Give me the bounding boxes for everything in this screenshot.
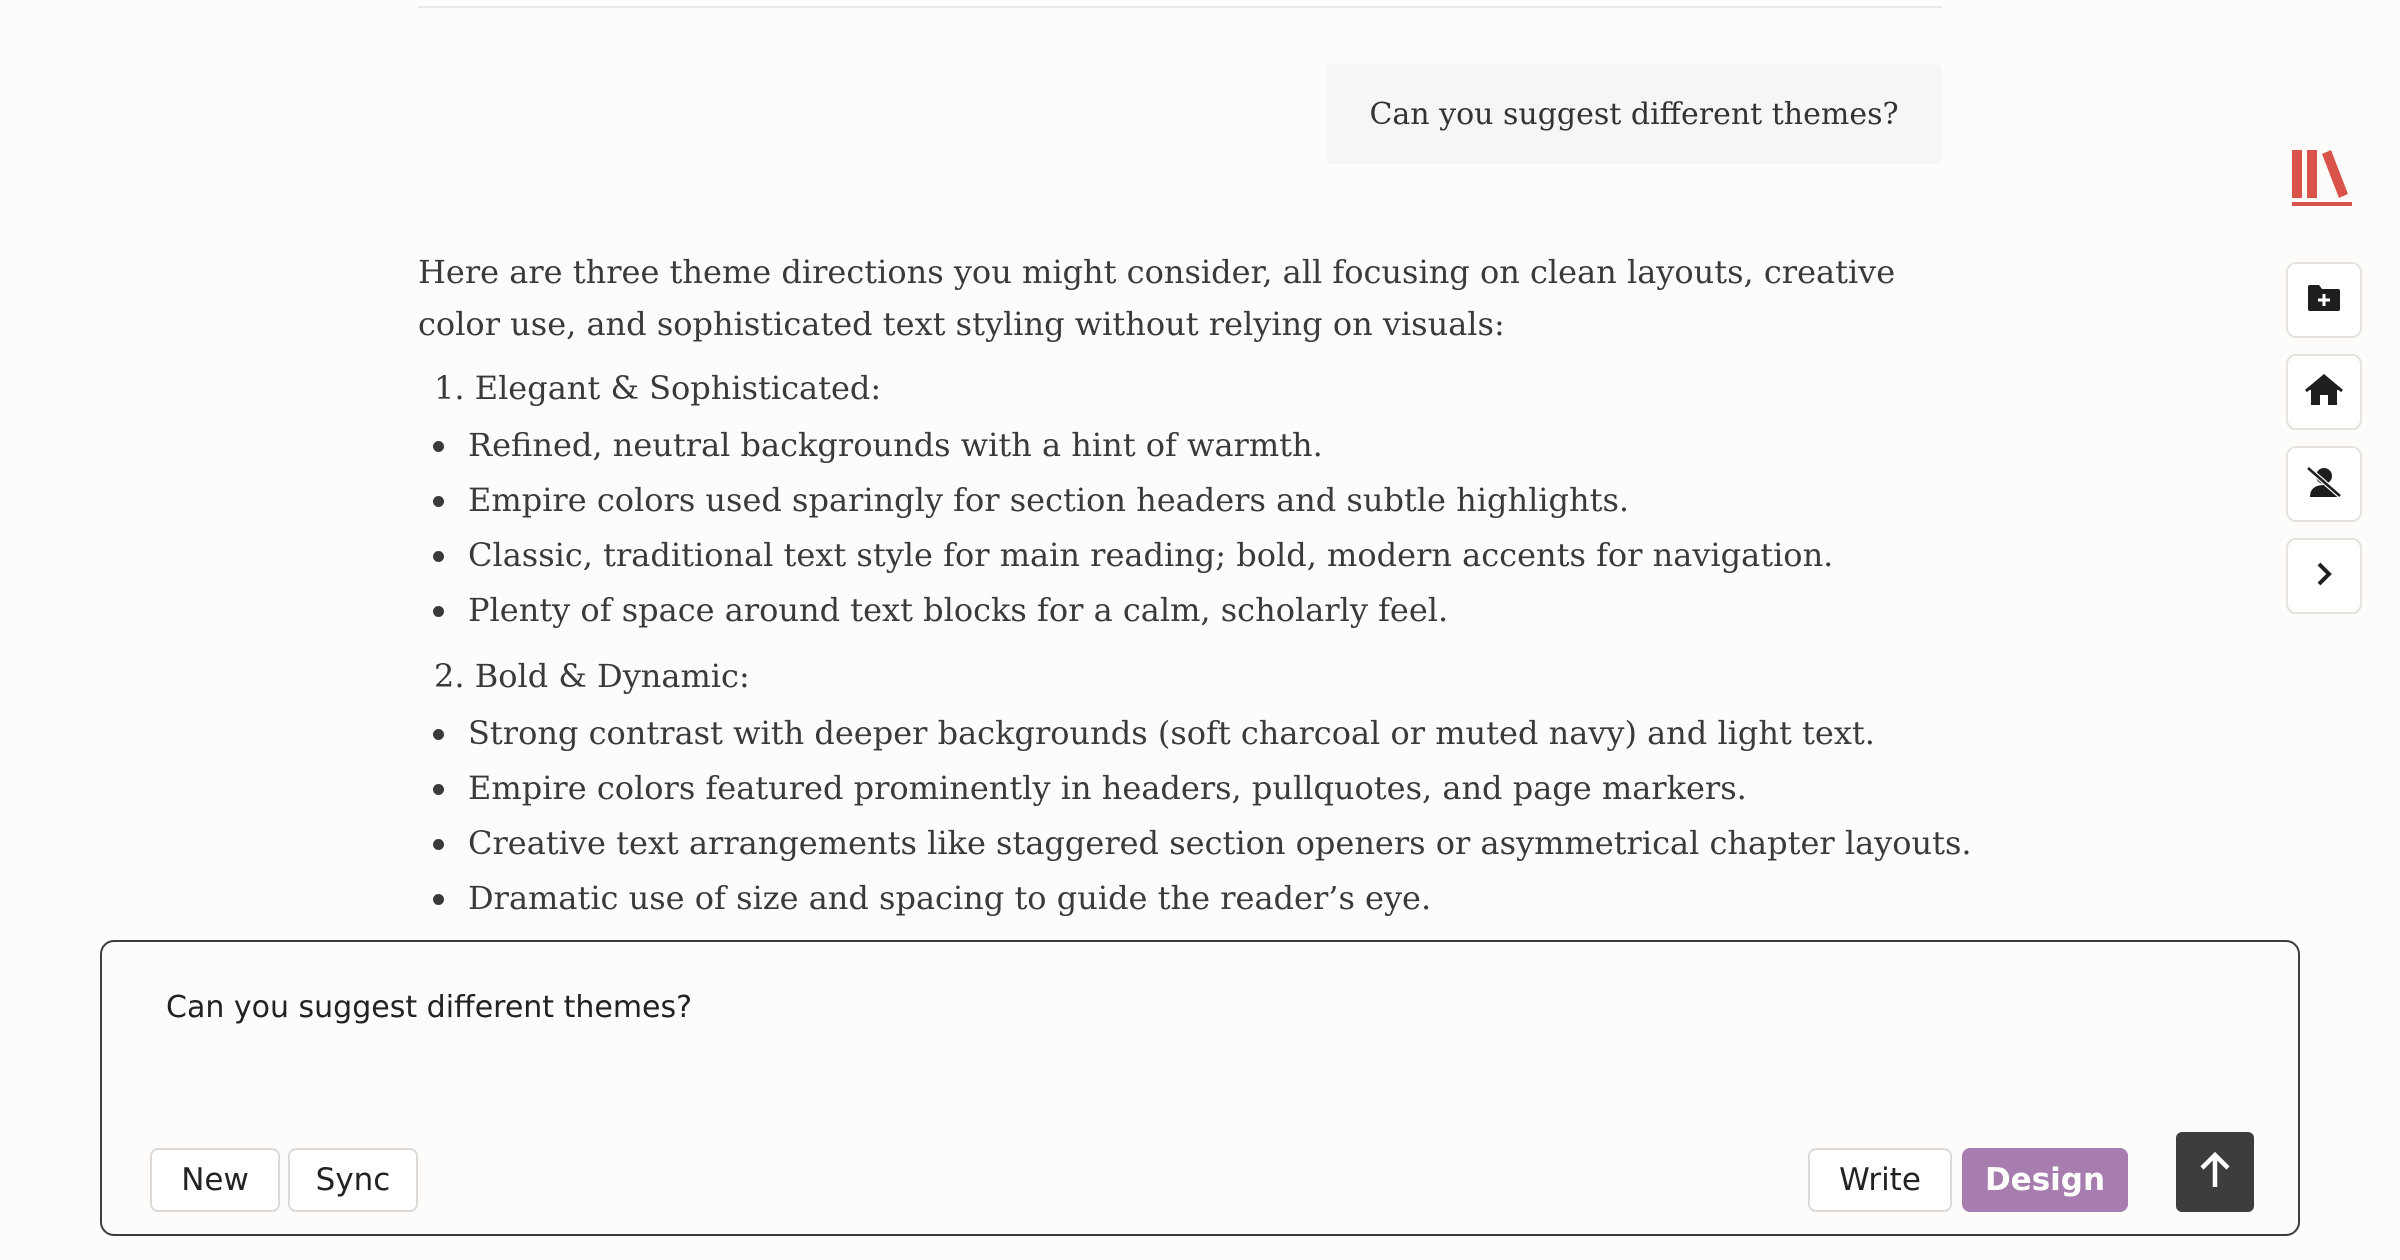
sync-button-label: Sync [315,1162,391,1198]
theme-section [418,646,1972,926]
write-button-label: Write [1839,1162,1921,1198]
home-button[interactable] [2286,354,2362,430]
list-item: Refined, neutral backgrounds with a hint of warmth. [418,418,1918,473]
list-item: Dramatic use of size and spacing to guide the reader’s eye. [418,871,1918,926]
incognito-button[interactable] [2286,446,2362,522]
theme-title: 1. Elegant & Sophisticated: [434,369,882,407]
design-button-label: Design [1984,1162,2106,1198]
new-button-label: New [181,1162,249,1198]
theme-list [418,358,1972,926]
expand-button[interactable] [2286,538,2362,614]
folder-plus-icon [2306,283,2342,317]
write-mode-button[interactable] [1808,1148,1952,1212]
user-message-text: Can you suggest different themes? [1369,96,1899,132]
arrow-up-icon [2198,1151,2232,1193]
user-slash-icon [2305,465,2343,503]
design-mode-button[interactable] [1962,1148,2128,1212]
list-item: Empire colors used sparingly for section headers and subtle highlights. [418,473,1918,528]
books-icon[interactable] [2290,146,2354,208]
sync-button[interactable] [288,1148,418,1212]
user-message-bubble [1326,64,1942,164]
list-item: Classic, traditional text style for main reading; bold, modern accents for navigation. [418,528,1918,583]
list-item: Empire colors featured prominently in headers, pullquotes, and page markers. [418,761,1918,816]
new-button[interactable] [150,1148,280,1212]
theme-bullets [418,706,1972,926]
new-folder-button[interactable] [2286,262,2362,338]
list-item: Strong contrast with deeper backgrounds (soft charcoal or muted navy) and light text. [418,706,1918,761]
list-item: Plenty of space around text blocks for a calm, scholarly feel. [418,583,1918,638]
message-input[interactable] [166,990,2166,1110]
chevron-right-icon [2314,560,2334,592]
list-item: Creative text arrangements like staggered section openers or asymmetrical chapter layouts. [418,816,1918,871]
home-icon [2305,373,2343,411]
send-button[interactable] [2176,1132,2254,1212]
assistant-intro: Here are three theme directions you might consider, all focusing on clean layouts, creative color use, and sophisticated text styling without relying on visuals: [418,253,1896,343]
message-composer [100,940,2300,1236]
theme-section [418,358,1918,638]
theme-title: 2. Bold & Dynamic: [434,657,750,695]
theme-bullets [418,418,1918,638]
previous-message-edge [418,0,1942,8]
assistant-message [418,246,1972,926]
